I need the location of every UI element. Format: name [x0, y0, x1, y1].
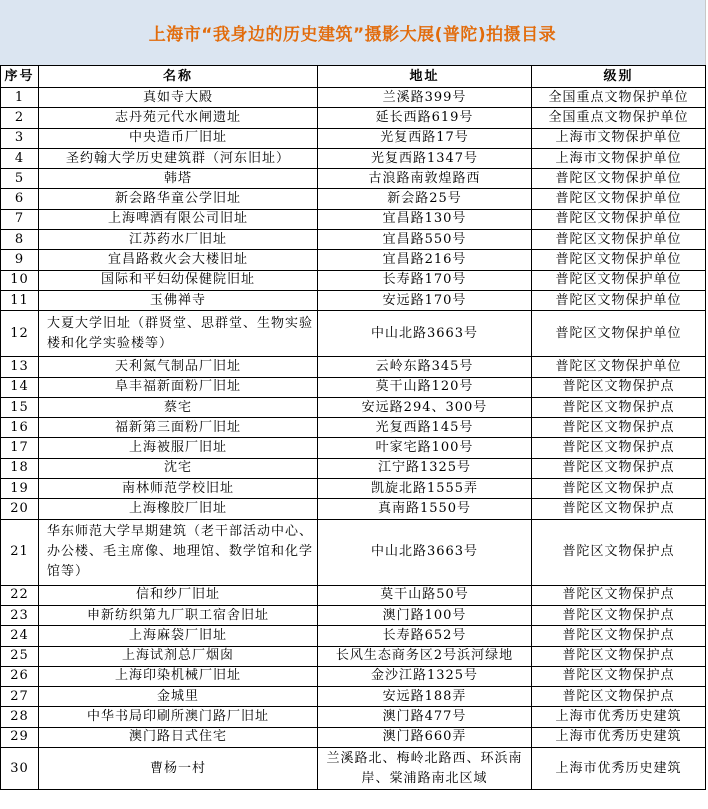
cell-no: 21	[1, 519, 39, 585]
cell-address: 中山北路3663号	[318, 519, 532, 585]
table-row	[1, 230, 706, 250]
cell-name: 信和纱厂旧址	[39, 585, 318, 605]
cell-address: 真南路1550号	[318, 499, 532, 519]
table-row	[1, 418, 706, 438]
table-row	[1, 250, 706, 270]
cell-level: 普陀区文物保护单位	[532, 250, 706, 270]
cell-name: 福新第三面粉厂旧址	[39, 418, 318, 438]
table-row	[1, 189, 706, 209]
cell-address: 安远路170号	[318, 290, 532, 310]
cell-level: 普陀区文物保护点	[532, 458, 706, 478]
cell-no: 23	[1, 605, 39, 625]
cell-level: 上海市文物保护单位	[532, 128, 706, 148]
cell-name: 南林师范学校旧址	[39, 479, 318, 499]
cell-address: 光复西路1347号	[318, 148, 532, 168]
cell-level: 普陀区文物保护点	[532, 605, 706, 625]
cell-name: 华东师范大学早期建筑（老干部活动中心、办公楼、毛主席像、地理馆、数学馆和化学馆等）	[39, 519, 318, 585]
header-no: 序号	[1, 66, 39, 88]
cell-level: 全国重点文物保护单位	[532, 108, 706, 128]
cell-level: 普陀区文物保护单位	[532, 230, 706, 250]
cell-address: 宜昌路216号	[318, 250, 532, 270]
cell-level: 普陀区文物保护单位	[532, 290, 706, 310]
cell-no: 14	[1, 377, 39, 397]
cell-address: 长寿路652号	[318, 626, 532, 646]
cell-level: 普陀区文物保护单位	[532, 311, 706, 357]
cell-name: 沈宅	[39, 458, 318, 478]
table-row	[1, 707, 706, 727]
table-row	[1, 290, 706, 310]
cell-address: 澳门路477号	[318, 707, 532, 727]
cell-no: 6	[1, 189, 39, 209]
cell-name: 上海麻袋厂旧址	[39, 626, 318, 646]
cell-address: 延长西路619号	[318, 108, 532, 128]
cell-no: 15	[1, 397, 39, 417]
table-row	[1, 605, 706, 625]
cell-address: 澳门路660弄	[318, 727, 532, 747]
cell-no: 3	[1, 128, 39, 148]
cell-level: 全国重点文物保护单位	[532, 88, 706, 108]
cell-no: 20	[1, 499, 39, 519]
table-row	[1, 626, 706, 646]
cell-no: 19	[1, 479, 39, 499]
cell-level: 普陀区文物保护单位	[532, 189, 706, 209]
cell-level: 上海市优秀历史建筑	[532, 707, 706, 727]
cell-no: 16	[1, 418, 39, 438]
cell-name: 上海印染机械厂旧址	[39, 666, 318, 686]
cell-no: 26	[1, 666, 39, 686]
cell-name: 圣约翰大学历史建筑群（河东旧址）	[39, 148, 318, 168]
cell-no: 1	[1, 88, 39, 108]
table-row	[1, 438, 706, 458]
cell-address: 中山北路3663号	[318, 311, 532, 357]
table-row	[1, 88, 706, 108]
cell-level: 普陀区文物保护点	[532, 585, 706, 605]
header-address: 地址	[318, 66, 532, 88]
cell-no: 7	[1, 209, 39, 229]
cell-address: 莫干山路50号	[318, 585, 532, 605]
cell-no: 27	[1, 687, 39, 707]
cell-level: 上海市优秀历史建筑	[532, 748, 706, 790]
table-row	[1, 311, 706, 357]
cell-name: 曹杨一村	[39, 748, 318, 790]
cell-no: 11	[1, 290, 39, 310]
cell-no: 2	[1, 108, 39, 128]
cell-address: 光复西路145号	[318, 418, 532, 438]
cell-no: 9	[1, 250, 39, 270]
cell-address: 凯旋北路1555弄	[318, 479, 532, 499]
cell-address: 江宁路1325号	[318, 458, 532, 478]
table-row	[1, 479, 706, 499]
cell-address: 澳门路100号	[318, 605, 532, 625]
cell-name: 澳门路日式住宅	[39, 727, 318, 747]
cell-level: 普陀区文物保护点	[532, 397, 706, 417]
cell-no: 4	[1, 148, 39, 168]
cell-name: 阜丰福新面粉厂旧址	[39, 377, 318, 397]
cell-no: 28	[1, 707, 39, 727]
cell-name: 上海橡胶厂旧址	[39, 499, 318, 519]
cell-address: 光复西路17号	[318, 128, 532, 148]
cell-level: 普陀区文物保护点	[532, 666, 706, 686]
cell-name: 大夏大学旧址（群贤堂、思群堂、生物实验楼和化学实验楼等）	[39, 311, 318, 357]
table-row	[1, 169, 706, 189]
cell-level: 普陀区文物保护单位	[532, 209, 706, 229]
cell-name: 上海被服厂旧址	[39, 438, 318, 458]
table-row	[1, 397, 706, 417]
cell-name: 天利氮气制品厂旧址	[39, 357, 318, 377]
table-row	[1, 357, 706, 377]
cell-no: 12	[1, 311, 39, 357]
cell-address: 安远路188弄	[318, 687, 532, 707]
table-row	[1, 727, 706, 747]
table-row	[1, 108, 706, 128]
cell-level: 普陀区文物保护点	[532, 377, 706, 397]
cell-level: 上海市优秀历史建筑	[532, 727, 706, 747]
cell-no: 30	[1, 748, 39, 790]
cell-name: 韩塔	[39, 169, 318, 189]
cell-address: 长寿路170号	[318, 270, 532, 290]
cell-address: 兰溪路399号	[318, 88, 532, 108]
cell-no: 22	[1, 585, 39, 605]
cell-name: 新会路华童公学旧址	[39, 189, 318, 209]
cell-no: 10	[1, 270, 39, 290]
table-row	[1, 585, 706, 605]
cell-name: 玉佛禅寺	[39, 290, 318, 310]
cell-name: 中华书局印刷所澳门路厂旧址	[39, 707, 318, 727]
cell-level: 普陀区文物保护单位	[532, 357, 706, 377]
cell-address: 新会路25号	[318, 189, 532, 209]
cell-address: 莫干山路120号	[318, 377, 532, 397]
cell-name: 金城里	[39, 687, 318, 707]
cell-level: 普陀区文物保护单位	[532, 270, 706, 290]
table-row	[1, 666, 706, 686]
cell-level: 上海市文物保护单位	[532, 148, 706, 168]
cell-level: 普陀区文物保护点	[532, 646, 706, 666]
cell-name: 宜昌路救火会大楼旧址	[39, 250, 318, 270]
catalog-table	[0, 65, 706, 790]
cell-name: 上海试剂总厂烟囱	[39, 646, 318, 666]
cell-address: 长风生态商务区2号浜河绿地	[318, 646, 532, 666]
cell-address: 宜昌路550号	[318, 230, 532, 250]
page-title: 上海市“我身边的历史建筑”摄影大展(普陀)拍摄目录	[0, 0, 706, 65]
cell-no: 8	[1, 230, 39, 250]
cell-name: 上海啤酒有限公司旧址	[39, 209, 318, 229]
cell-name: 国际和平妇幼保健院旧址	[39, 270, 318, 290]
cell-level: 普陀区文物保护点	[532, 418, 706, 438]
table-row	[1, 687, 706, 707]
cell-level: 普陀区文物保护单位	[532, 169, 706, 189]
table-row	[1, 499, 706, 519]
cell-no: 5	[1, 169, 39, 189]
cell-address: 安远路294、300号	[318, 397, 532, 417]
cell-address: 宜昌路130号	[318, 209, 532, 229]
table-row	[1, 458, 706, 478]
table-row	[1, 128, 706, 148]
table-row	[1, 209, 706, 229]
table-row	[1, 646, 706, 666]
cell-no: 24	[1, 626, 39, 646]
table-row	[1, 270, 706, 290]
cell-address: 古浪路南敦煌路西	[318, 169, 532, 189]
cell-no: 13	[1, 357, 39, 377]
cell-level: 普陀区文物保护点	[532, 626, 706, 646]
cell-level: 普陀区文物保护点	[532, 479, 706, 499]
cell-address: 兰溪路北、梅岭北路西、环浜南岸、棠浦路南北区域	[318, 748, 532, 790]
cell-level: 普陀区文物保护点	[532, 499, 706, 519]
table-row	[1, 519, 706, 585]
table-row	[1, 148, 706, 168]
cell-level: 普陀区文物保护点	[532, 519, 706, 585]
cell-name: 申新纺织第九厂职工宿舍旧址	[39, 605, 318, 625]
cell-name: 中央造币厂旧址	[39, 128, 318, 148]
cell-name: 蔡宅	[39, 397, 318, 417]
cell-no: 18	[1, 458, 39, 478]
cell-name: 志丹苑元代水闸遗址	[39, 108, 318, 128]
cell-name: 真如寺大殿	[39, 88, 318, 108]
table-header-row	[1, 66, 706, 88]
cell-no: 17	[1, 438, 39, 458]
header-level: 级别	[532, 66, 706, 88]
cell-level: 普陀区文物保护点	[532, 438, 706, 458]
cell-level: 普陀区文物保护点	[532, 687, 706, 707]
cell-address: 云岭东路345号	[318, 357, 532, 377]
cell-name: 江苏药水厂旧址	[39, 230, 318, 250]
cell-address: 金沙江路1325号	[318, 666, 532, 686]
table-row	[1, 748, 706, 790]
cell-no: 25	[1, 646, 39, 666]
header-name: 名称	[39, 66, 318, 88]
table-row	[1, 377, 706, 397]
cell-address: 叶家宅路100号	[318, 438, 532, 458]
cell-no: 29	[1, 727, 39, 747]
